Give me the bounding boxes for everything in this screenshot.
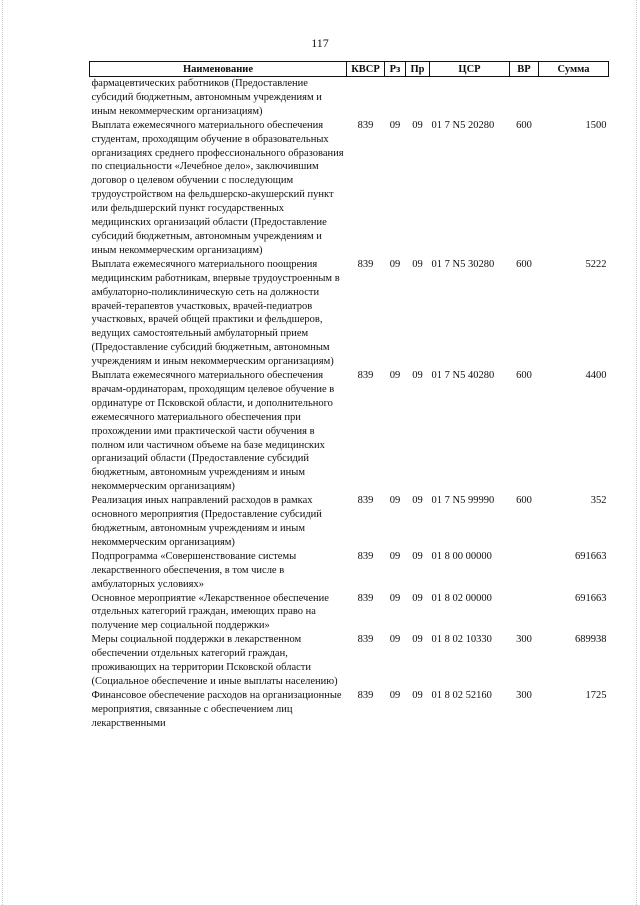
cell-pr: 09 — [412, 592, 423, 604]
cell-name: Меры социальной поддержки в лекарственном обеспечении отдельных категорий граждан, проживающих на территории Псковской области (Социальное обеспечение и иные выплаты населению) — [91, 634, 338, 687]
table-row — [90, 592, 609, 634]
cell-rz: 09 — [389, 119, 401, 131]
cell-kvsr: 839 — [357, 689, 374, 701]
cell-rz: 09 — [389, 495, 401, 507]
cell-name: Выплата ежемесячного материального обеспечения врачам-ординаторам, проходящим целевое обучение в ординатуре от Псковской области, и дополнительного ежемесячного материального обеспечения при прохождении ими практической части обучения в полном или частичном объеме на базе медицинских организаций области (Предоставление субсидий бюджетным, автономным учреждениям и иным некоммерческим организациям) — [91, 370, 335, 493]
cell-sum: 691663 — [575, 550, 607, 562]
header-vr: ВР — [510, 62, 539, 77]
cell-pr: 09 — [412, 550, 423, 562]
cell-rz: 09 — [389, 634, 401, 646]
cell-rz: 09 — [389, 258, 401, 270]
cell-kvsr: 839 — [357, 495, 374, 507]
cell-vr: 600 — [516, 119, 532, 131]
cell-name: Выплата ежемесячного материального поощрения медицинским работникам, впервые трудоустроенным в амбулаторно-поликлиническую сеть на должности врачей-терапевтов участковых, врачей-педиатров участковых, врачей общей практики и фельдшеров, ведущих самостоятельный амбулаторный прием (Предоставление субсидий бюджетным, автономным учреждениям и иным некоммерческим организациям) — [91, 258, 340, 368]
cell-pr: 09 — [412, 634, 423, 646]
cell-kvsr: 839 — [357, 370, 374, 382]
cell-csr: 01 7 N5 99990 — [431, 495, 495, 507]
header-csr: ЦСР — [430, 62, 510, 77]
cell-pr: 09 — [412, 495, 423, 507]
budget-table — [89, 61, 609, 731]
page-edge-right — [636, 0, 637, 905]
cell-vr: 600 — [516, 258, 532, 270]
header-rz: Рз — [385, 62, 406, 77]
table-row — [90, 258, 609, 369]
cell-rz: 09 — [389, 689, 401, 701]
cell-csr: 01 8 02 00000 — [431, 592, 492, 604]
cell-vr: 600 — [516, 370, 532, 382]
cell-rz — [385, 77, 406, 119]
cell-sum: 352 — [590, 495, 607, 507]
cell-vr: 600 — [516, 495, 532, 507]
cell-sum: 691663 — [575, 592, 607, 604]
cell-sum: 4400 — [585, 370, 607, 382]
header-kvsr: КВСР — [347, 62, 385, 77]
cell-sum: 689938 — [575, 634, 607, 646]
cell-name: фармацевтических работников (Предоставление субсидий бюджетным, автономным учреждениям и иным некоммерческим организациям) — [91, 78, 322, 117]
cell-sum: 5222 — [585, 258, 607, 270]
cell-vr — [510, 550, 539, 592]
cell-vr: 300 — [516, 634, 532, 646]
header-name: Наименование — [90, 62, 347, 77]
cell-name: Выплата ежемесячного материального обеспечения студентам, проходящим обучение в образовательных организациях среднего профессионального образования по специальности «Лечебное дело», заключившим договор о целевом обучении с последующим трудоустройством на фельдшерско-акушерский пункт или фельдшерский пункт государственных медицинских организаций области (Предоставление субсидий бюджетным, автономным учреждениям и иным некоммерческим организациям) — [91, 119, 344, 256]
cell-rz: 09 — [389, 550, 401, 562]
table-header-row — [90, 62, 609, 77]
header-pr: Пр — [406, 62, 430, 77]
cell-sum: 1725 — [585, 689, 607, 701]
table-row — [90, 689, 609, 731]
cell-kvsr: 839 — [357, 119, 374, 131]
cell-kvsr: 839 — [357, 550, 374, 562]
cell-pr — [406, 77, 430, 119]
cell-vr — [510, 592, 539, 634]
cell-pr: 09 — [412, 258, 423, 270]
page-edge-left — [2, 0, 3, 905]
cell-csr — [430, 77, 510, 119]
cell-csr: 01 8 00 00000 — [431, 550, 492, 562]
cell-csr: 01 8 02 10330 — [431, 634, 492, 646]
cell-kvsr: 839 — [357, 592, 374, 604]
cell-sum: 1500 — [585, 119, 607, 131]
cell-sum — [539, 77, 609, 119]
table-row — [90, 119, 609, 258]
cell-name: Реализация иных направлений расходов в рамках основного мероприятия (Предоставление субсидий бюджетным, автономным учреждениям и иным некоммерческим организациям) — [91, 495, 322, 548]
cell-kvsr — [347, 77, 385, 119]
table-row — [90, 494, 609, 550]
table-row — [90, 369, 609, 494]
cell-csr: 01 7 N5 30280 — [431, 258, 495, 270]
cell-vr: 300 — [516, 689, 532, 701]
cell-name: Подпрограмма «Совершенствование системы лекарственного обеспечения, в том числе в амбулаторных условиях» — [91, 550, 297, 590]
cell-pr: 09 — [412, 689, 423, 701]
cell-name: Финансовое обеспечение расходов на организационные мероприятия, связанные с обеспечением лиц лекарственными — [91, 689, 342, 729]
cell-csr: 01 7 N5 20280 — [431, 119, 495, 131]
table-row — [90, 550, 609, 592]
cell-pr: 09 — [412, 370, 423, 382]
table-row — [90, 77, 609, 119]
cell-kvsr: 839 — [357, 634, 374, 646]
table-row — [90, 633, 609, 689]
page-number: 117 — [311, 36, 329, 50]
cell-rz: 09 — [389, 370, 401, 382]
cell-vr — [510, 77, 539, 119]
cell-name: Основное мероприятие «Лекарственное обеспечение отдельных категорий граждан, имеющих право на получение мер социальной поддержки» — [91, 592, 329, 632]
cell-csr: 01 8 02 52160 — [431, 689, 492, 701]
cell-pr: 09 — [412, 119, 423, 131]
cell-kvsr: 839 — [357, 258, 374, 270]
header-sum: Сумма — [539, 62, 609, 77]
cell-rz: 09 — [389, 592, 401, 604]
cell-csr: 01 7 N5 40280 — [431, 370, 495, 382]
